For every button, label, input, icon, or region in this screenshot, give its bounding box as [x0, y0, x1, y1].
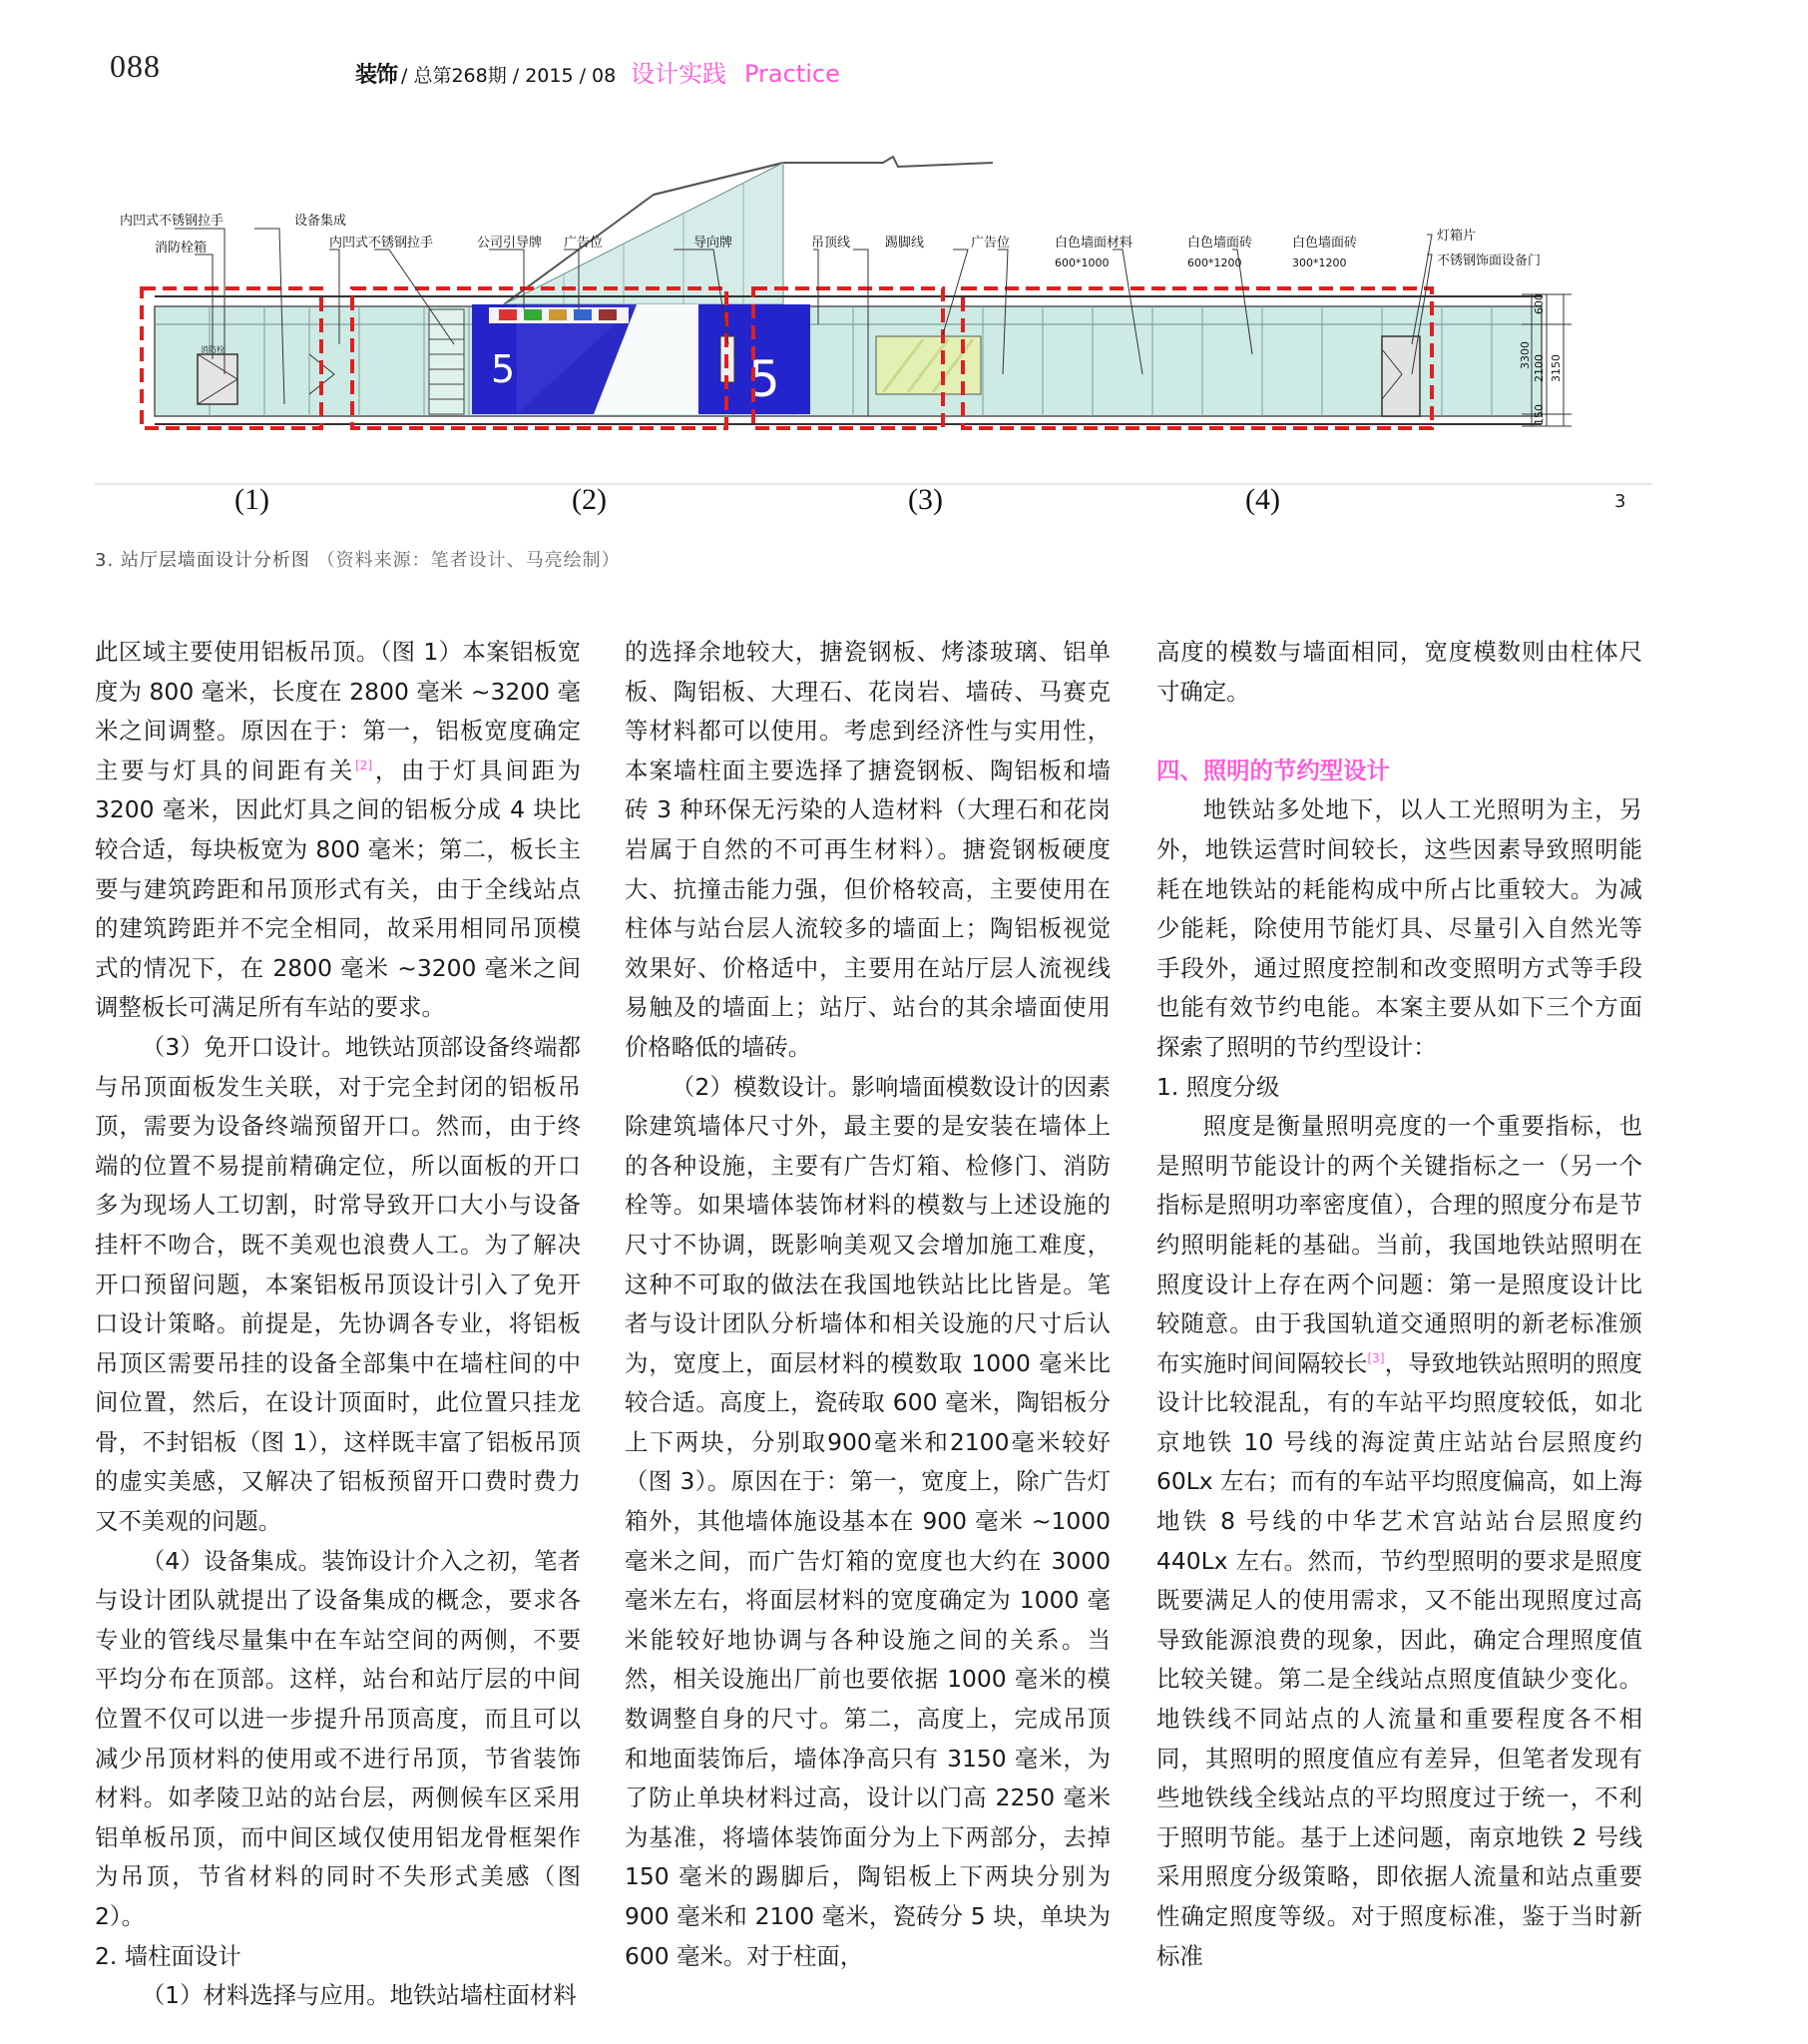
section-label-2: (2) — [572, 483, 607, 516]
magazine-issue — [355, 58, 616, 89]
section-label-4: (4) — [1245, 483, 1280, 516]
section-label-3: (3) — [908, 483, 943, 516]
col1-paragraph-3: （4）设备集成。装饰设计介入之初，笔者与设计团队就提出了设备集成的概念，要求各专业的管线尽量集中在车站空间的两侧，不要平均分布在顶部。这样，站台和站厅层的中间位置不仅可以进一步提升吊顶高度，而且可以减少吊顶材料的使用或不进行吊顶，节省装饰材料。如孝陵卫站的站台层，两侧候车区采用铝单板吊顶，而中间区域仅使用铝龙骨框架作为吊顶，节省材料的同时不失形式美感（图 2）。 — [95, 1546, 581, 1930]
label-b1: 公司引导牌 — [477, 236, 543, 251]
section-title — [631, 54, 840, 89]
col3-subheading: 1. 照度分级 — [1156, 1072, 1280, 1101]
figure-number: 3 — [1614, 491, 1626, 512]
dim-3150: 3150 — [1550, 354, 1563, 382]
label-c1: 吊顶线 — [811, 236, 851, 251]
label-d1: 白色墙面材料 — [1055, 236, 1133, 251]
caption-source: （资料来源：笔者设计、马亮绘制） — [316, 550, 621, 571]
col2-paragraph-2: （2）模数设计。影响墙面模数设计的因素除建筑墙体尺寸外，最主要的是安装在墙体上的各种设施，主要有广告灯箱、检修门、消防栓等。如果墙体装饰材料的模数与上述设施的尺寸不协调，既影响美观又会增加施工难度，这种不可取的做法在我国地铁站比比皆是。笔者与设计团队分析墙体和相关设施的尺寸后认为，宽度上，面层材料的模数取 1000 毫米比较合适。高度上，瓷砖取 600 毫米，陶铝板分上下两块，分别取900毫米和2100毫米较好（图 3）。原因在于：第一，宽度上，除广告灯箱外，其他墙体施设基本在 900 毫米 ~1000 毫米之间，而广告灯箱的宽度也大约在 3000 毫米左右，将面层材料的宽度确定为 1000 毫米能较好地协调与各种设施之间的关系。当然，相关设施出厂前也要依据 1000 毫米的模数调整自身的尺寸。第二，高度上，完成吊顶和地面装饰后，墙体净高只有 3150 毫米，为了防止单块材料过高，设计以门高 2250 毫米为基准，将墙体装饰面分为上下两部分，去掉 150 毫米的踢脚后，陶铝板上下两块分别为 900 毫米和 2100 毫米，瓷砖分 5 块，单块为 600 毫米。对于柱面， — [625, 1072, 1111, 1970]
label-c2: 踢脚线 — [885, 236, 925, 251]
col3-paragraph-3 — [1156, 1107, 1642, 1976]
label-a4: 内凹式不锈钢拉手 — [329, 236, 434, 251]
col3-p3-text: 照度是衡量照明亮度的一个重要指标，也是照明节能设计的两个关键指标之一（另一个指标是照明功率密度值），合理的照度分布是节约照明能耗的基础。当前，我国地铁站照明在照度设计上存在两个问题：第一是照度设计比较随意。由于我国轨道交通照明的新老标准颁布实施时间间隔较长 — [1156, 1112, 1642, 1377]
section-en: Practice — [744, 60, 840, 88]
sign-digit-right: 5 — [748, 350, 780, 408]
col1-paragraph-1 — [95, 633, 581, 1028]
label-b3: 导向牌 — [693, 236, 733, 251]
reference-3[interactable]: [3] — [1367, 1350, 1385, 1365]
wall-elevation-figure — [95, 145, 1651, 539]
label-e2: 不锈钢饰面设备门 — [1437, 254, 1542, 268]
label-d2-size: 600*1200 — [1187, 256, 1242, 269]
label-d2: 白色墙面砖 — [1187, 236, 1253, 251]
caption-text: 3. 站厅层墙面设计分析图 — [95, 550, 310, 571]
col3-p3-text-b: ，导致地铁站照明的照度设计比较混乱，有的车站平均照度较低，如北京地铁 10 号线的海淀黄庄站站台层照度约 60Lx 左右；而有的车站平均照度偏高，如上海地铁 8 号线的中华艺术宫站站台层照度约 440Lx 左右。然而，节约型照明的要求是照度既要满足人的使用需求，又不能出现照度过高导致能源浪费的现象，因此，确定合理照度值比较关键。第二是全线站点照度值缺少变化。地铁线不同站点的人流量和重要程度各不相同，其照明的照度值应有差异，但笔者发现有些地铁线全线站点的平均照度过于统一，不利于照明节能。基于上述问题，南京地铁 2 号线采用照度分级策略，即依据人流量和站点重要性确定照度等级。对于照度标准，鉴于当时新标准 — [1156, 1348, 1642, 1970]
issue-info: / 总第268期 / 2015 / 08 — [401, 65, 617, 87]
dim-3300: 3300 — [1519, 341, 1532, 369]
label-c3: 广告位 — [971, 236, 1011, 251]
label-a3: 设备集成 — [294, 214, 347, 229]
col1-paragraph-4: （1）材料选择与应用。地铁站墙柱面材料 — [141, 1981, 577, 2010]
dim-600: 600 — [1533, 293, 1546, 314]
dim-150: 150 — [1533, 404, 1546, 425]
col2-paragraph-1: 的选择余地较大，搪瓷钢板、烤漆玻璃、铝单板、陶铝板、大理石、花岗岩、墙砖、马赛克等材料都可以使用。考虑到经济性与实用性，本案墙柱面主要选择了搪瓷钢板、陶铝板和墙砖 3 种环保无污染的人造材料（大理石和花岗岩属于自然的不可再生材料）。搪瓷钢板硬度大、抗撞击能力强，但价格较高，主要使用在柱体与站台层人流较多的墙面上；陶铝板视觉效果好、价格适中，主要用在站厅层人流视线易触及的墙面上；站厅、站台的其余墙面使用价格略低的墙砖。 — [625, 638, 1111, 1061]
text-column-3 — [1156, 633, 1642, 1976]
col1-paragraph-2: （3）免开口设计。地铁站顶部设备终端都与吊顶面板发生关联，对于完全封闭的铝板吊顶，需要为设备终端预留开口。然而，由于终端的位置不易提前精确定位，所以面板的开口多为现场人工切割，时常导致开口大小与设备挂杆不吻合，既不美观也浪费人工。为了解决开口预留问题，本案铝板吊顶设计引入了免开口设计策略。前提是，先协调各专业，将铝板吊顶区需要吊挂的设备全部集中在墙柱间的中间位置，然后，在设计顶面时，此位置只挂龙骨，不封铝板（图 1），这样既丰富了铝板吊顶的虚实美感，又解决了铝板预留开口费时费力又不美观的问题。 — [95, 1032, 581, 1536]
col1-p1-text: 此区域主要使用铝板吊顶。（图 1）本案铝板宽度为 800 毫米，长度在 2800 毫米 ~3200 毫米之间调整。原因在于：第一，铝板宽度确定主要与灯具的间距有关 — [95, 638, 581, 784]
label-b2: 广告位 — [564, 236, 604, 251]
col1-p1-text-b: ，由于灯具间距为 3200 毫米，因此灯具之间的铝板分成 4 块比较合适，每块板宽为 800 毫米；第二，板长主要与建筑跨距和吊顶形式有关，由于全线站点的建筑跨距并不完全相同，故采用相同吊顶模式的情况下，在 2800 毫米 ~3200 毫米之间调整板长可满足所有车站的要求。 — [95, 756, 582, 1022]
col3-paragraph-1: 高度的模数与墙面相同，宽度模数则由柱体尺寸确定。 — [1156, 638, 1642, 706]
col1-heading: 2. 墙柱面设计 — [95, 1941, 241, 1970]
label-e1: 灯箱片 — [1437, 229, 1477, 244]
label-d3: 白色墙面砖 — [1292, 236, 1358, 251]
text-column-1 — [95, 633, 581, 2016]
fire-cabinet-label: 消防栓 — [201, 345, 225, 354]
label-d3-size: 300*1200 — [1292, 256, 1347, 269]
reference-2[interactable]: [2] — [355, 758, 373, 772]
label-a1: 内凹式不锈钢拉手 — [120, 214, 225, 229]
dim-2100: 2100 — [1533, 354, 1546, 382]
magazine-logo: 装饰 — [355, 63, 398, 88]
label-d1-size: 600*1000 — [1055, 256, 1110, 269]
section-cn: 设计实践 — [631, 60, 726, 88]
sign-digit-left: 5 — [491, 347, 516, 391]
col3-section-heading: 四、照明的节约型设计 — [1156, 756, 1390, 784]
text-column-2 — [625, 633, 1111, 1976]
figure-caption — [95, 546, 621, 572]
col3-paragraph-2: 地铁站多处地下，以人工光照明为主，另外，地铁运营时间较长，这些因素导致照明能耗在地铁站的耗能构成中所占比重较大。为减少能耗，除使用节能灯具、尽量引入自然光等手段外，通过照度控制和改变照明方式等手段也能有效节约电能。本案主要从如下三个方面探索了照明的节约型设计： — [1156, 795, 1642, 1061]
page-number: 088 — [110, 48, 161, 84]
section-label-1: (1) — [234, 483, 269, 516]
label-a2: 消防栓箱 — [155, 241, 208, 256]
